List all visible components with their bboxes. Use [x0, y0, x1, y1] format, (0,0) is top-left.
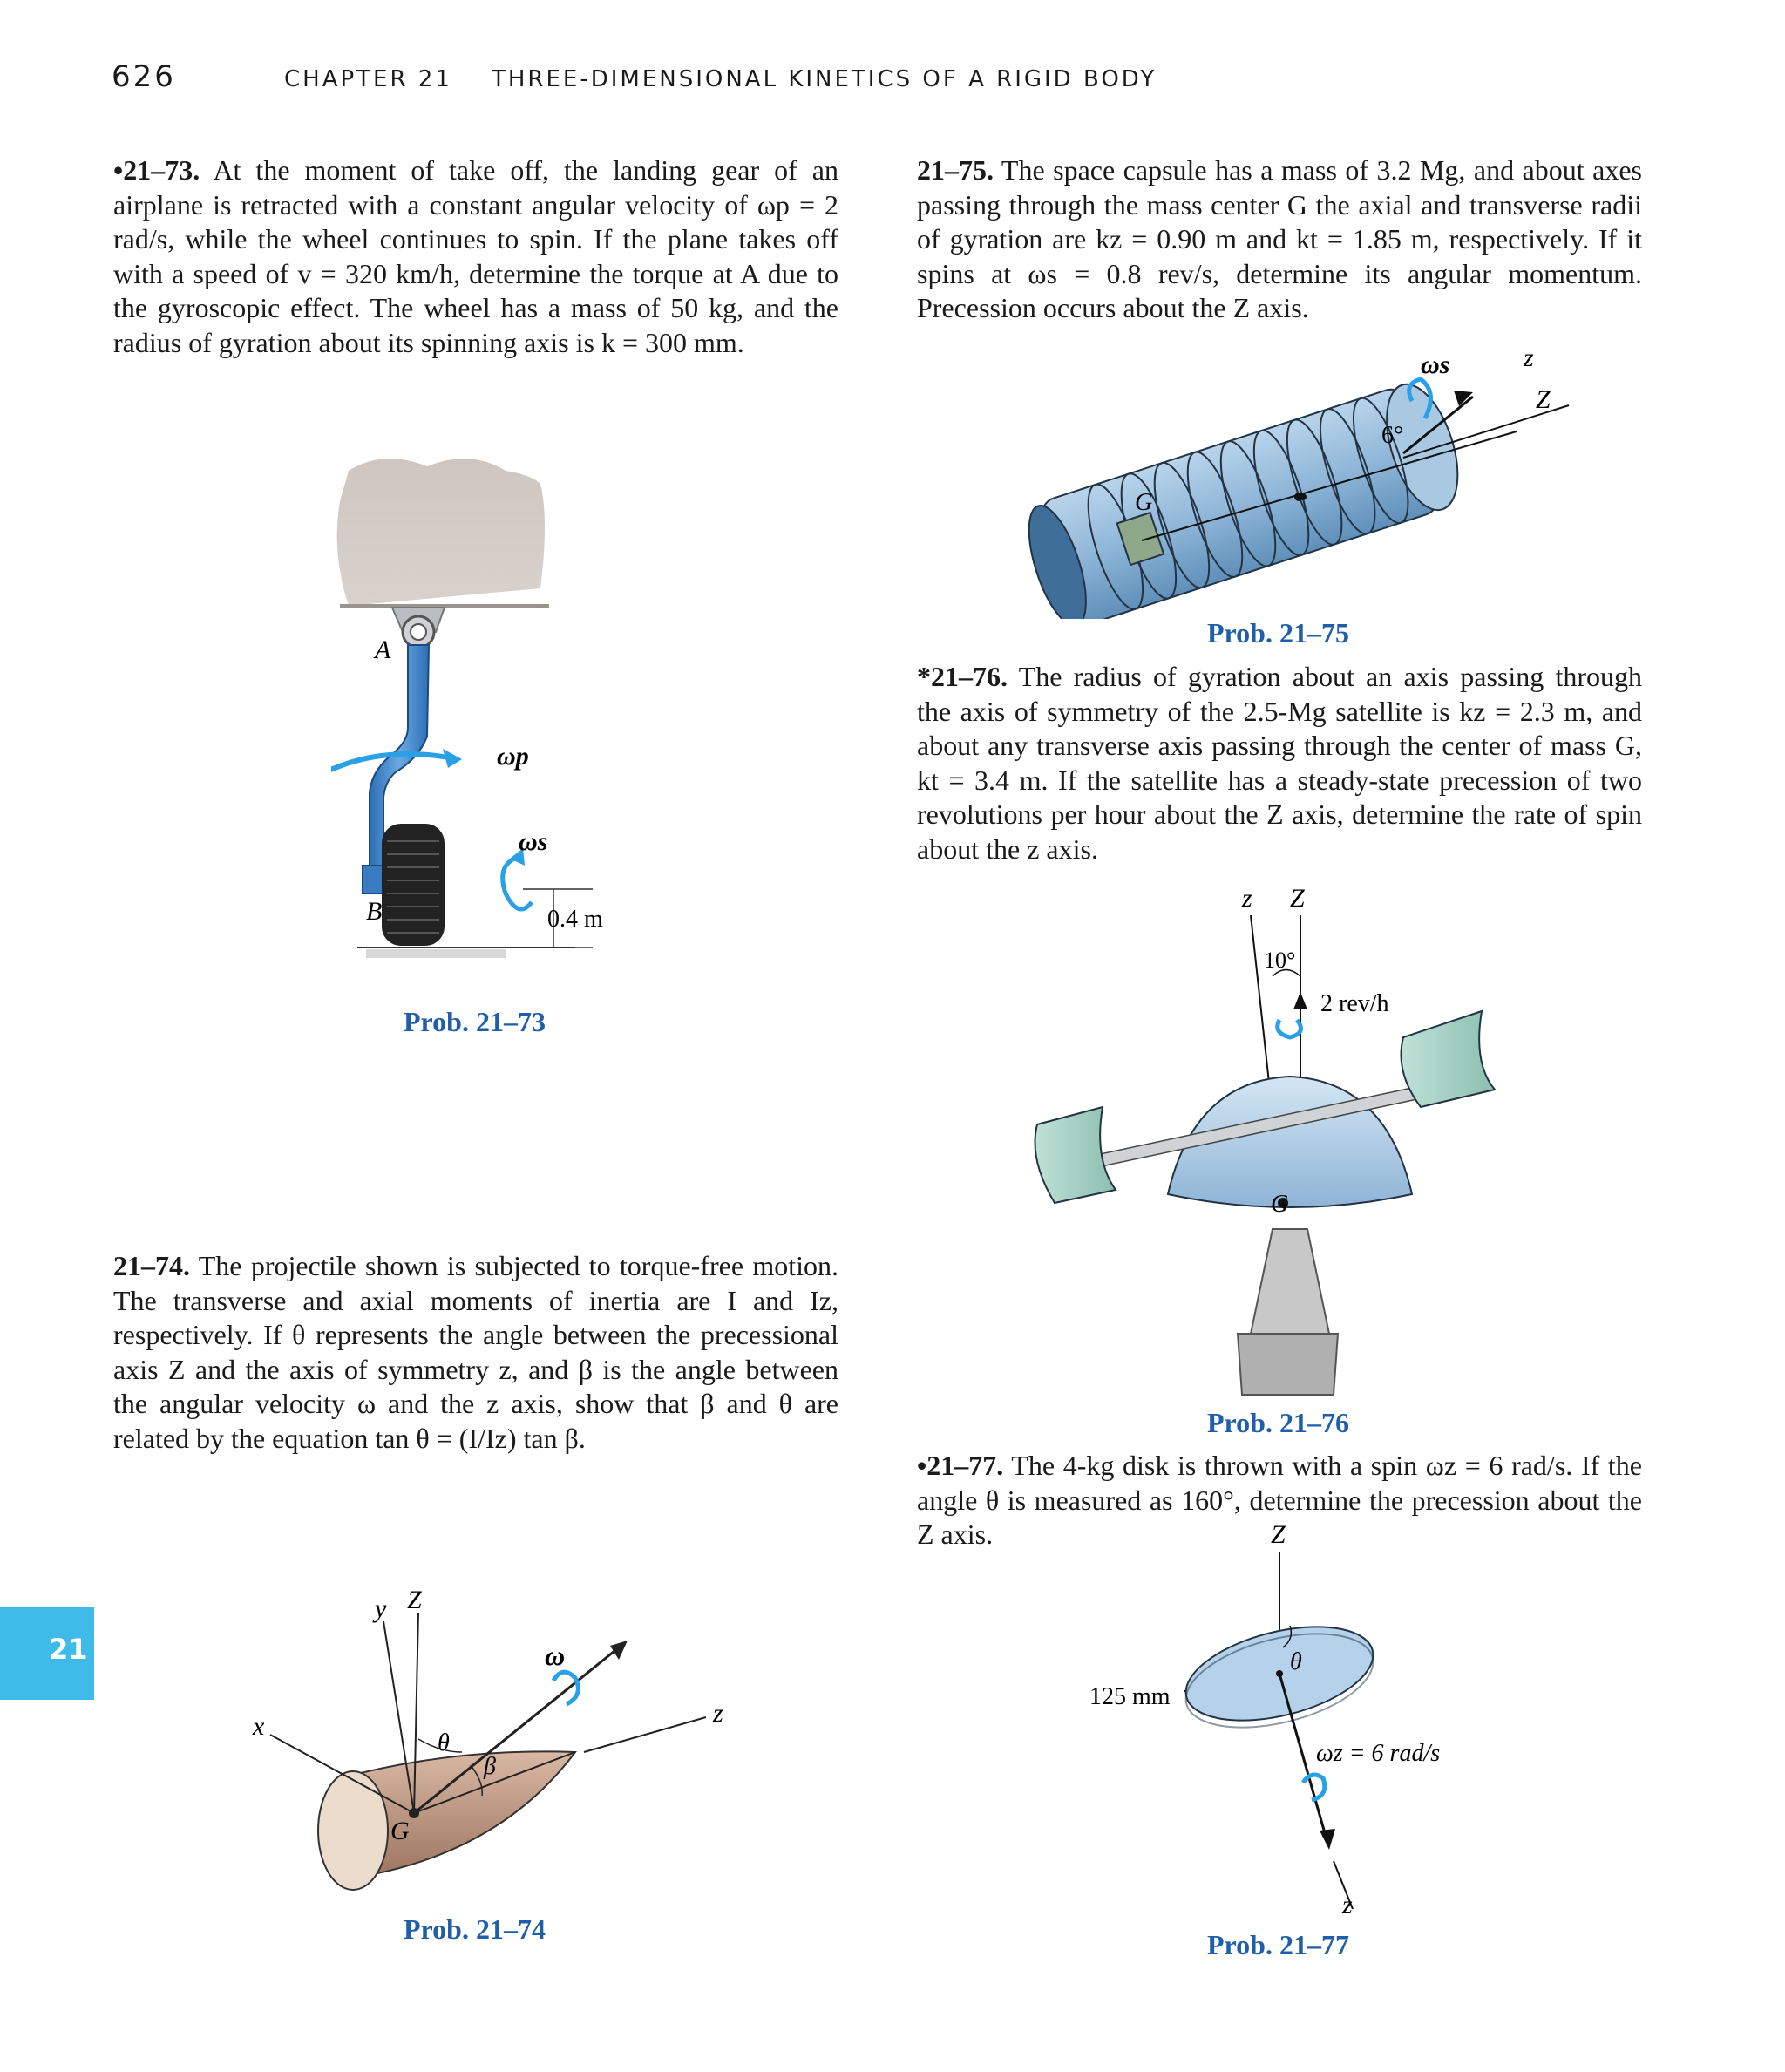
caption-21-77: Prob. 21–77: [1207, 1929, 1349, 1960]
label-rate: 2 rev/h: [1320, 990, 1389, 1017]
caption-21-75: Prob. 21–75: [1207, 617, 1349, 649]
caption-21-73: Prob. 21–73: [404, 1006, 546, 1037]
label-angle: 6°: [1381, 422, 1404, 449]
label-G: G: [390, 1817, 410, 1845]
chapter-tab-label: 21: [49, 1633, 88, 1666]
label-Z: Z: [1290, 884, 1305, 913]
label-x: x: [253, 1712, 265, 1741]
label-B: B: [366, 897, 383, 926]
label-beta: β: [484, 1753, 496, 1780]
fuselage-shape: [337, 459, 545, 606]
label-z: z: [1242, 884, 1252, 913]
label-omega-s: ωs: [519, 827, 548, 856]
problem-number: 21–75.: [917, 154, 994, 186]
problem-text: The projectile shown is subjected to torque-free motion. The transverse and axial moments of inertia are I and Iz, respectively. If θ represents the angle between the precessional axis Z and the axis of symmetry z, and β is the angle between the angular velocity ω and the z axis, show that β and θ are related by the equation tan θ = (I/Iz) tan β.: [113, 1250, 839, 1454]
problem-number: •21–73.: [113, 154, 200, 186]
label-A: A: [375, 635, 391, 664]
label-y: y: [375, 1594, 387, 1623]
problem-number: *21–76.: [917, 661, 1008, 692]
label-Z: Z: [1271, 1520, 1286, 1549]
label-theta: θ: [438, 1729, 450, 1756]
label-angle: 10°: [1264, 948, 1296, 973]
problem-21-75: [917, 153, 1642, 326]
chapter-label: CHAPTER 21: [284, 66, 452, 92]
label-dimension: 0.4 m: [547, 906, 603, 933]
figure-21-75: [994, 340, 1586, 619]
label-Z: Z: [1536, 385, 1551, 414]
problem-21-74: [113, 1249, 838, 1456]
capsule-body: [1037, 385, 1442, 619]
problem-text: The space capsule has a mass of 3.2 Mg, and about axes passing through the mass center G the axial and transverse radii of gyration are kz = 0.90 m and kt = 1.85 m, respectively. If it spins at ωs = 0.8 rev/s, determine its angular momentum. Precession occurs about the Z axis.: [917, 154, 1643, 323]
figure-21-73: [331, 449, 662, 989]
problem-text: The radius of gyration about an axis passing through the axis of symmetry of the 2.5-Mg satellite is kz = 2.3 m, and about any transverse axis passing through the center of mass G, kt = 3.4 m. If the satellite has a steady-state precession of two revolutions per hour about the Z axis, determine the rate of spin about the z axis.: [917, 661, 1643, 865]
page-number: 626: [112, 59, 176, 94]
label-Z: Z: [407, 1586, 422, 1614]
chapter-title: [284, 66, 1157, 92]
label-omega: ω: [545, 1640, 566, 1671]
problem-21-73: [113, 153, 838, 360]
solar-panel-right: [1402, 1011, 1496, 1107]
problem-text: At the moment of take off, the landing gear of an airplane is retracted with a constant angular velocity of ωp = 2 rad/s, while the wheel continues to spin. If the plane takes off with a speed of v = 320 km/h, determine the torque at A due to the gyroscopic effect. The wheel has a mass of 50 kg, and the radius of gyration about its spinning axis is k = 300 mm.: [113, 154, 839, 358]
label-spin: ωz = 6 rad/s: [1316, 1740, 1441, 1767]
caption-21-74: Prob. 21–74: [404, 1913, 546, 1945]
problem-21-76: [917, 660, 1642, 866]
figure-21-74: [235, 1578, 758, 1892]
label-omega-p: ωp: [497, 742, 529, 771]
label-G: G: [1271, 1191, 1289, 1218]
figure-21-77: [1081, 1517, 1499, 1918]
satellite-tower: [1251, 1229, 1329, 1334]
label-G: G: [1135, 489, 1153, 516]
label-radius: 125 mm: [1089, 1683, 1171, 1710]
chapter-name: THREE-DIMENSIONAL KINETICS OF A RIGID BODY: [491, 66, 1157, 92]
chapter-tab: [0, 1607, 94, 1700]
figure-21-76: [1020, 880, 1525, 1403]
page-header: [112, 59, 1698, 103]
label-z: z: [1524, 343, 1534, 372]
label-omega-s: ωs: [1421, 350, 1450, 379]
problem-number: 21–74.: [113, 1250, 190, 1281]
problem-text: The 4-kg disk is thrown with a spin ωz = 6 rad/s. If the angle θ is measured as 160°, determine the precession about the Z axis.: [917, 1450, 1643, 1550]
label-theta: θ: [1290, 1648, 1302, 1675]
label-z: z: [1342, 1891, 1353, 1918]
problem-number: •21–77.: [917, 1450, 1004, 1481]
label-z: z: [713, 1699, 723, 1728]
caption-21-76: Prob. 21–76: [1207, 1407, 1349, 1438]
